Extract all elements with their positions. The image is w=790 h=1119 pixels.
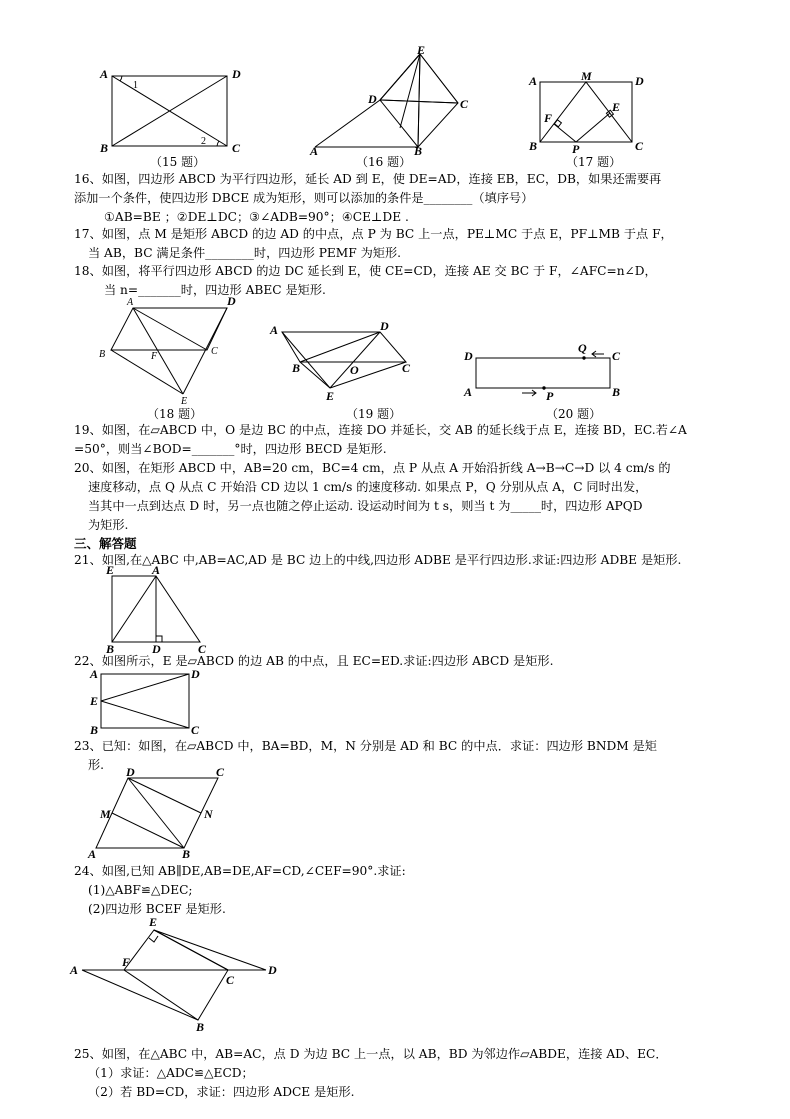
caption-19: （19 题） <box>346 407 402 421</box>
label-D: D <box>464 349 473 363</box>
figure-24 <box>68 916 283 1034</box>
label-D: D <box>635 74 644 88</box>
q23-line1: 23、已知：如图，在▱ABCD 中，BA=BD，M，N 分别是 AD 和 BC 的中点．求证：四边形 BNDM 是矩 <box>74 739 657 753</box>
label-C: C <box>226 973 235 987</box>
label-C: C <box>198 642 207 656</box>
label-A: A <box>310 144 319 158</box>
figure-19 <box>268 318 418 404</box>
label-C: C <box>460 97 469 111</box>
label-E: E <box>106 563 115 577</box>
label-B: B <box>106 642 115 656</box>
label-D: D <box>380 319 389 333</box>
label-E: E <box>326 389 335 403</box>
q19-line2: =50°，则当∠BOD=_______°时，四边形 BECD 是矩形. <box>74 442 387 456</box>
label-B: B <box>612 385 621 399</box>
label-B: B <box>414 144 423 158</box>
caption-17: （17 题） <box>566 155 622 169</box>
figure-21 <box>102 563 217 656</box>
label-C: C <box>232 141 241 155</box>
caption-18: （18 题） <box>147 407 203 421</box>
label-N: N <box>204 807 213 821</box>
label-A: A <box>90 667 99 681</box>
caption-16: （16 题） <box>356 155 412 169</box>
label-B: B <box>292 361 301 375</box>
q20-line1: 20、如图，在矩形 ABCD 中，AB=20 cm，BC=4 cm，点 P 从点 A 开始沿折线 A→B→C→D 以 4 cm/s 的 <box>74 461 671 475</box>
label-A: A <box>88 847 97 861</box>
label-Q: Q <box>578 341 587 355</box>
angle-1: 1 <box>133 80 138 91</box>
label-B: B <box>99 349 106 360</box>
label-D: D <box>268 963 277 977</box>
label-B: B <box>182 847 191 861</box>
figure-22 <box>89 666 209 736</box>
q16-line1: 16、如图，四边形 ABCD 为平行四边形，延长 AD 到 E，使 DE=AD，连接 EB，EC，DB，如果还需要再 <box>74 172 662 186</box>
label-C: C <box>191 723 200 737</box>
figure-16 <box>310 43 480 158</box>
q24-part2: (2)四边形 BCEF 是矩形. <box>88 902 226 916</box>
label-C: C <box>216 765 225 779</box>
label-C: C <box>402 361 411 375</box>
question-20 <box>74 459 724 535</box>
label-B: B <box>90 723 99 737</box>
q25-line1: 25、如图，在△ABC 中，AB=AC，点 D 为边 BC 上一点，以 AB，BD 为邻边作▱ABDE，连接 AD、EC． <box>74 1047 668 1061</box>
label-F: F <box>151 351 158 362</box>
label-A: A <box>152 563 161 577</box>
q20-line3: 当其中一点到达点 D 时，另一点也随之停止运动. 设运动时间为 t s，则当 t 为_____时，四边形 APQD <box>88 499 643 513</box>
label-E: E <box>612 100 621 114</box>
q24-line1: 24、如图,已知 AB∥DE,AB=DE,AF=CD,∠CEF=90°.求证: <box>74 864 406 878</box>
label-A: A <box>70 963 79 977</box>
label-D: D <box>152 642 161 656</box>
figure-15 <box>100 66 240 156</box>
caption-20: （20 题） <box>546 407 602 421</box>
label-D: D <box>368 92 377 106</box>
angle-2: 2 <box>201 136 206 147</box>
question-19 <box>74 421 724 459</box>
q24-part1: (1)△ABF≌△DEC; <box>88 883 193 897</box>
question-17 <box>74 225 724 263</box>
q23-line2: 形. <box>88 758 105 772</box>
label-M: M <box>581 69 592 83</box>
question-25 <box>74 1045 724 1102</box>
label-E: E <box>90 694 99 708</box>
q25-part2: （2）若 BD=CD，求证：四边形 ADCE 是矩形. <box>88 1085 355 1099</box>
label-C: C <box>635 139 644 153</box>
question-16 <box>74 170 724 227</box>
label-F: F <box>122 955 131 969</box>
label-E: E <box>149 915 158 929</box>
label-D: D <box>191 667 200 681</box>
figure-18 <box>97 296 247 408</box>
q25-part1: （1）求证：△ADC≌△ECD； <box>88 1066 254 1080</box>
label-D: D <box>227 294 236 308</box>
label-O: O <box>350 363 359 377</box>
q17-line2: 当 AB，BC 满足条件________时，四边形 PEMF 为矩形. <box>88 246 402 260</box>
q16-options: ①AB=BE ；②DE⊥DC；③∠ADB=90°；④CE⊥DE . <box>104 210 409 224</box>
label-E: E <box>417 43 426 57</box>
q17-line1: 17、如图，点 M 是矩形 ABCD 的边 AD 的中点，点 P 为 BC 上一点，PE⊥MC 于点 E，PF⊥MB 于点 F， <box>74 227 673 241</box>
label-E: E <box>181 396 188 407</box>
q22-text: 22、如图所示，E 是▱ABCD 的边 AB 的中点，且 EC=ED.求证:四边形 ABCD 是矩形. <box>74 654 554 668</box>
label-D: D <box>232 67 241 81</box>
label-M: M <box>100 807 111 821</box>
label-F: F <box>544 111 553 125</box>
q18-line2: 当 n=_______时，四边形 ABEC 是矩形. <box>104 283 326 297</box>
label-B: B <box>529 139 538 153</box>
question-24 <box>74 862 724 919</box>
q18-line1: 18、如图，将平行四边形 ABCD 的边 DC 延长到 E，使 CE=CD，连接 AE 交 BC 于 F，∠AFC=n∠D， <box>74 264 657 278</box>
label-P: P <box>572 142 580 156</box>
caption-15: （15 题） <box>150 155 206 169</box>
q16-line2: 添加一个条件，使四边形 DBCE 成为矩形，则可以添加的条件是________（填序号） <box>74 191 534 205</box>
figure-17 <box>528 69 648 156</box>
label-A: A <box>127 297 134 308</box>
figure-20 <box>462 338 632 402</box>
label-B: B <box>196 1020 205 1034</box>
label-P: P <box>546 389 554 403</box>
figure-23 <box>88 766 233 860</box>
q20-line4: 为矩形. <box>88 518 129 532</box>
section-heading: 三、解答题 <box>74 536 137 551</box>
label-A: A <box>100 67 109 81</box>
label-C: C <box>612 349 621 363</box>
label-B: B <box>100 141 109 155</box>
label-C: C <box>211 346 218 357</box>
label-A: A <box>270 323 279 337</box>
q19-line1: 19、如图，在▱ABCD 中，O 是边 BC 的中点，连接 DO 并延长，交 AB 的延长线于点 E，连接 BD，EC.若∠A <box>74 423 687 437</box>
label-A: A <box>464 385 473 399</box>
question-18 <box>74 262 724 300</box>
q21-text: 21、如图,在△ABC 中,AB=AC,AD 是 BC 边上的中线,四边形 ADBE 是平行四边形.求证:四边形 ADBE 是矩形. <box>74 553 682 567</box>
label-D: D <box>126 765 135 779</box>
label-A: A <box>529 74 538 88</box>
q20-line2: 速度移动，点 Q 从点 C 开始沿 CD 边以 1 cm/s 的速度移动. 如果点 P，Q 分别从点 A，C 同时出发， <box>88 480 648 494</box>
